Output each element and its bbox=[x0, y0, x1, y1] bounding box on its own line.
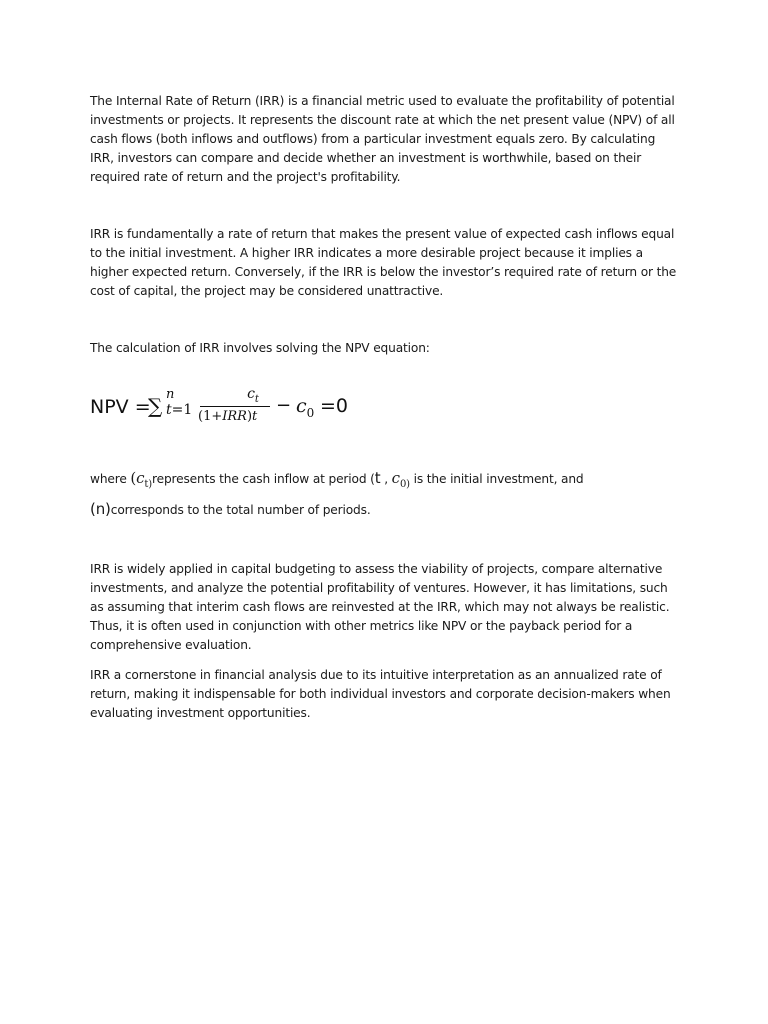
equation-rhs: =0 bbox=[320, 395, 349, 417]
paragraph-calculation-intro: The calculation of IRR involves solving the NPV equation: bbox=[90, 341, 430, 355]
n-symbol: (n) bbox=[90, 500, 111, 518]
fraction-denominator: (1+IRR)t bbox=[198, 409, 258, 424]
document-page bbox=[90, 92, 680, 723]
npv-equation bbox=[90, 386, 680, 432]
equation-lhs: NPV = bbox=[90, 396, 151, 418]
paragraph-irr-definition: The Internal Rate of Return (IRR) is a financial metric used to evaluate the profitability of potential investments or projects. It represents the discount rate at which the net present value (NPV) of all cash flows (both inflows and outflows) from a particular investment equals zero. By calculating IRR, investors can compare and decide whether an investment is worthwhile, based on their required rate of return and the project's profitability. bbox=[90, 94, 675, 184]
fraction-bar bbox=[200, 406, 270, 407]
summation-symbol: ∑ bbox=[148, 394, 163, 418]
fraction-numerator: $c_t$ bbox=[247, 386, 259, 405]
t-symbol: t bbox=[374, 469, 381, 487]
c0-symbol: $c_{0)}$ bbox=[391, 469, 410, 490]
paragraph-variable-definitions: where ($c_{t)}represents$ the cash inflow at period (t , $c_{0)}$ is the initial investment, and (n)corresponds to the total number of periods. bbox=[90, 469, 584, 518]
summation-upper-limit: n bbox=[166, 387, 175, 402]
minus-sign: − bbox=[276, 395, 292, 416]
ct-symbol: ($c_{t)}$ bbox=[130, 469, 152, 490]
initial-investment-term: $c_0$ bbox=[296, 395, 315, 420]
paragraph-irr-conclusion: IRR a cornerstone in financial analysis due to its intuitive interpretation as an annualized rate of return, making it indispensable for both individual investors and corporate decision-makers when evaluating investment opportunities. bbox=[90, 668, 671, 720]
paragraph-irr-fundamentals: IRR is fundamentally a rate of return that makes the present value of expected cash inflows equal to the initial investment. A higher IRR indicates a more desirable project because it implies a higher expected return. Conversely, if the IRR is below the investor’s required rate of return or the cost of capital, the project may be considered unattractive. bbox=[90, 227, 677, 298]
summation-lower-limit: t=1 bbox=[166, 402, 193, 418]
paragraph-irr-applications: IRR is widely applied in capital budgeting to assess the viability of projects, compare alternative investments, and analyze the potential profitability of ventures. However, it has limitations, such as assuming that interim cash flows are reinvested at the IRR, which may not always be realistic. Thus, it is often used in conjunction with other metrics like NPV or the payback period for a comprehensive evaluation. bbox=[90, 562, 670, 652]
